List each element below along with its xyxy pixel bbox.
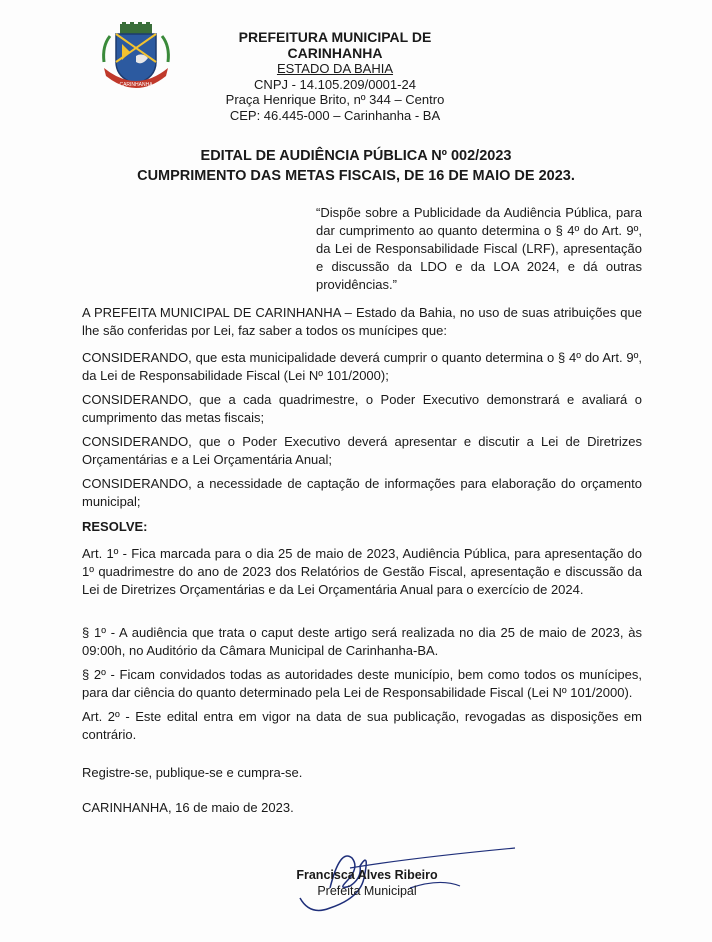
document-title: EDITAL DE AUDIÊNCIA PÚBLICA Nº 002/2023 <box>200 148 512 164</box>
letterhead <box>190 30 480 123</box>
summary-quote: “Dispõe sobre a Publicidade da Audiência Pública, para dar cumprimento ao quanto determina o § 4º do Art. 9º, da Lei de Responsabilidade Fiscal (LRF), apresentação e discussão da LDO e da LOA 2024, e dá outras providências.” <box>316 205 642 292</box>
date-line: CARINHANHA, 16 de maio de 2023. <box>82 800 294 815</box>
state-name: ESTADO DA BAHIA <box>276 61 394 76</box>
municipal-crest-logo <box>100 22 172 94</box>
address: Praça Henrique Brito, nº 344 – Centro <box>225 92 445 107</box>
considering-4: CONSIDERANDO, a necessidade de captação de informações para elaboração do orçamento municipal; <box>82 476 642 509</box>
intro-paragraph: A PREFEITA MUNICIPAL DE CARINHANHA – Estado da Bahia, no uso de suas atribuições que lhe são conferidas por Lei, faz saber a todos os munícipes que: <box>82 305 642 338</box>
signer-role: Prefeita Municipal <box>317 884 417 898</box>
considering-3: CONSIDERANDO, que o Poder Executivo deverá apresentar e discutir a Lei de Diretrizes Orçamentárias e a Lei Orçamentária Anual; <box>82 434 642 467</box>
considering-1: CONSIDERANDO, que esta municipalidade deverá cumprir o quanto determina o § 4º do Art. 9º, da Lei de Responsabilidade Fiscal (Lei Nº 101/2000); <box>82 350 642 383</box>
signer-name: Francisca Alves Ribeiro <box>296 868 438 882</box>
cnpj: CNPJ - 14.105.209/0001-24 <box>254 76 416 92</box>
paragraph-1: § 1º - A audiência que trata o caput deste artigo será realizada no dia 25 de maio de 2023, às 09:00h, no Auditório da Câmara Municipal de Carinhanha-BA. <box>82 625 642 658</box>
handwritten-signature <box>290 838 520 928</box>
cep: CEP: 46.445-000 – Carinhanha - BA <box>229 107 441 123</box>
crest-banner-text: CARINHANHA <box>119 82 153 88</box>
register-line: Registre-se, publique-se e cumpra-se. <box>82 765 303 780</box>
article-1: Art. 1º - Fica marcada para o dia 25 de maio de 2023, Audiência Pública, para apresentação do 1º quadrimestre do ano de 2023 dos Relatórios de Gestão Fiscal, apresentação e discussão da Lei de Diretrizes Orçamentárias e da Lei Orçamentária Anual para o exercício de 2024. <box>82 546 642 597</box>
article-2: Art. 2º - Este edital entra em vigor na data de sua publicação, revogadas as disposições em contrário. <box>82 709 642 742</box>
paragraph-2: § 2º - Ficam convidados todas as autoridades deste município, bem como todos os munícipes, para dar ciência do quanto determinado pela Lei de Responsabilidade Fiscal (Lei Nº 101/2000). <box>82 667 642 700</box>
considering-2: CONSIDERANDO, que a cada quadrimestre, o Poder Executivo demonstrará e avaliará o cumprimento das metas fiscais; <box>82 392 642 425</box>
document-subtitle: CUMPRIMENTO DAS METAS FISCAIS, DE 16 DE MAIO DE 2023. <box>137 168 575 184</box>
org-name: PREFEITURA MUNICIPAL DE CARINHANHA <box>238 29 432 61</box>
resolve-heading: RESOLVE: <box>82 519 148 534</box>
